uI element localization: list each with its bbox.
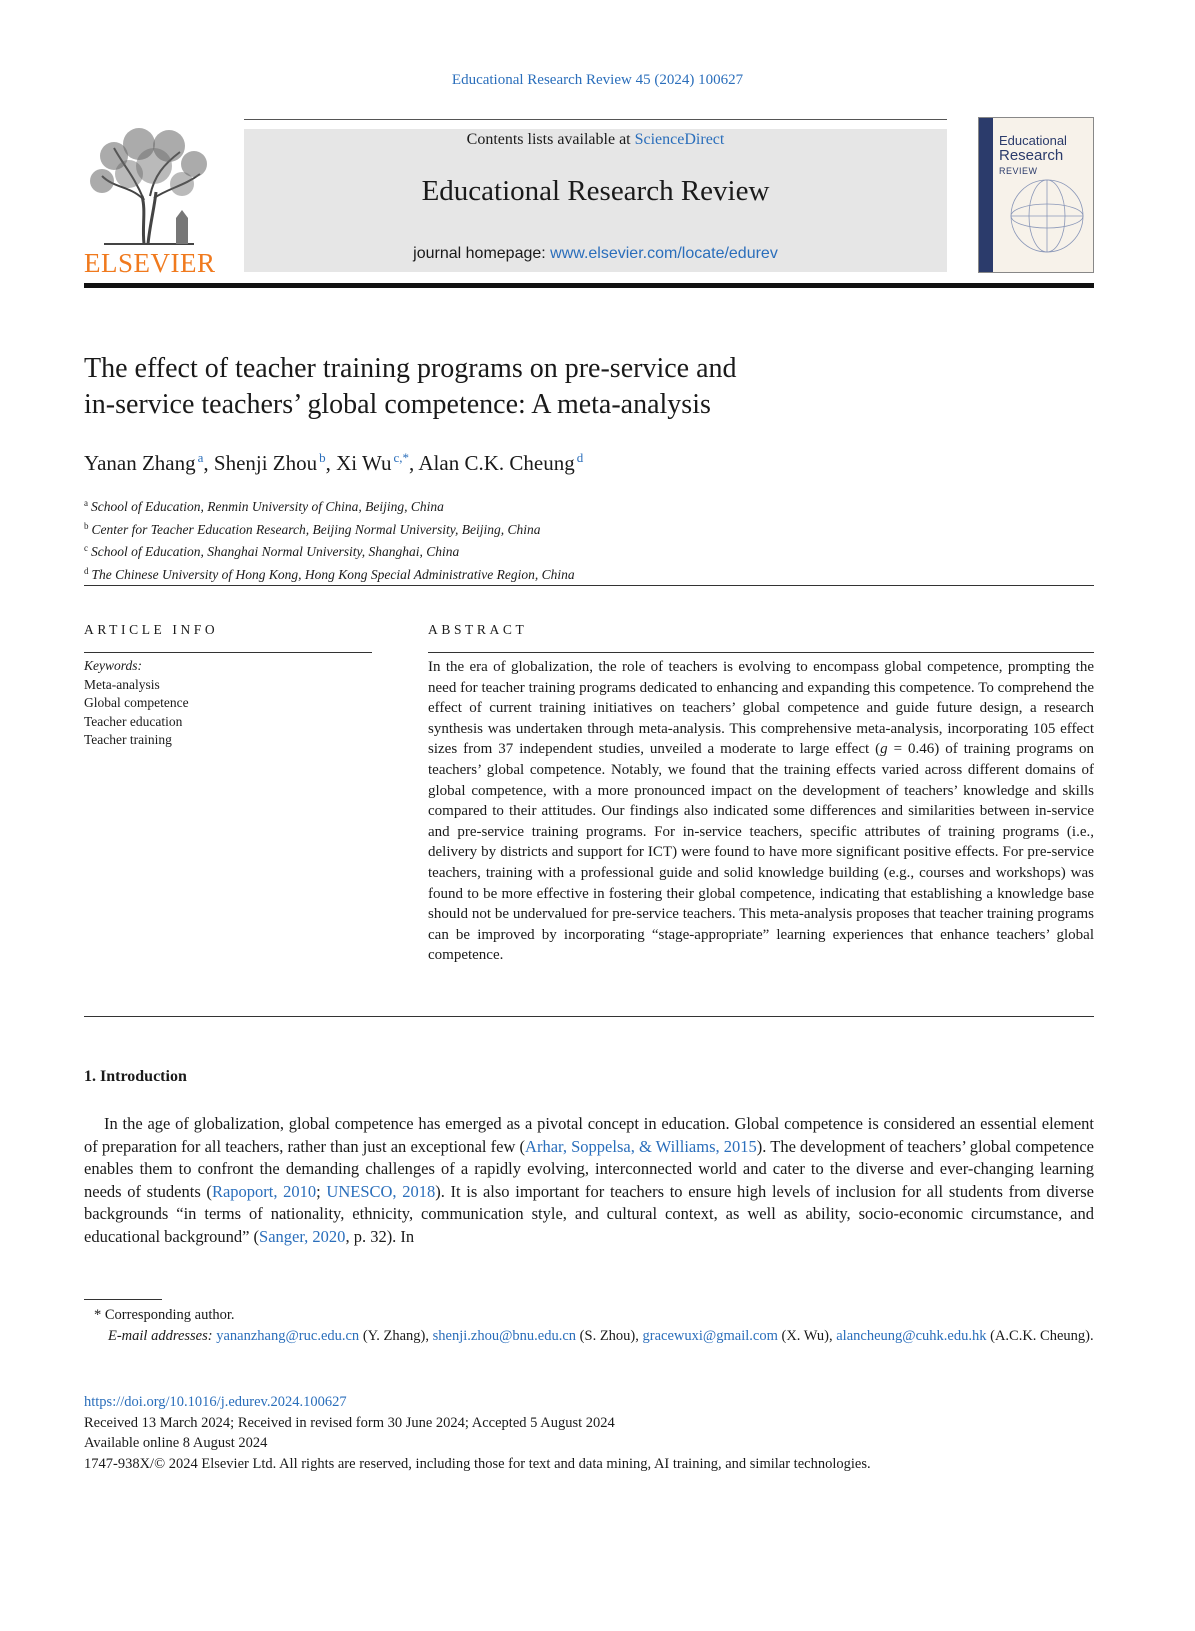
keyword: Meta-analysis — [84, 676, 160, 692]
article-title: The effect of teacher training programs on pre-service and in-service teachers’ global competence: A meta-analysis — [84, 353, 737, 420]
keyword: Teacher training — [84, 732, 172, 747]
keyword: Global competence — [84, 695, 189, 710]
citation-link[interactable]: Arhar, Soppelsa, & Williams, 2015 — [525, 1136, 757, 1156]
article-info-heading: ARTICLE INFO — [84, 622, 219, 637]
section-heading: 1. Introduction — [84, 1068, 187, 1085]
author-name: Shenji Zhou — [213, 451, 318, 475]
email-link[interactable]: shenji.zhou@bnu.edu.cn — [432, 1327, 577, 1344]
footnote-rule — [84, 1299, 162, 1300]
publication-info — [84, 1392, 1094, 1474]
sciencedirect-link[interactable]: ScienceDirect — [634, 131, 725, 148]
affiliations — [84, 494, 575, 584]
divider — [84, 1016, 1094, 1017]
divider — [84, 585, 1094, 586]
email-link[interactable]: yananzhang@ruc.edu.cn — [216, 1327, 360, 1344]
header-top-rule — [244, 119, 947, 120]
journal-name: Educational Research Review — [421, 175, 770, 207]
cover-stripe — [979, 118, 993, 272]
citation-link[interactable]: Rapoport, 2010 — [211, 1181, 317, 1201]
email-line: E-mail addresses: yananzhang@ruc.edu.cn (Y. Zhang), shenji.zhou@bnu.edu.cn (S. Zhou), gracewuxi@gmail.com (X. Wu), alancheung@cuhk.edu.hk (A.C.K. Cheung). — [108, 1327, 1094, 1344]
author-list: Yanan Zhang $^a$, Shenji Zhou $^b$, Xi Wu $^{c,*}$, Alan C.K. Cheung $^d$ — [84, 450, 584, 475]
divider — [428, 652, 1094, 653]
affiliation: $^a$ School of Education, Renmin University of China, Beijing, China — [84, 498, 444, 514]
affiliation: $^b$ Center for Teacher Education Research, Beijing Normal University, Beijing, China — [84, 520, 541, 537]
running-head[interactable]: Educational Research Review 45 (2024) 100627 — [451, 72, 744, 88]
abstract-text: In the era of globalization, the role of teachers is evolving to encompass global competence, prompting the need for teacher training programs dedicated to enhancing and expanding this competence. To comprehend the effect of current training initiatives on teachers’ global competence and guide future design, a research synthesis was undertaken through meta-analysis. This comprehensive meta-analysis, incorporating 105 effect sizes from 37 independent studies, unveiled a moderate to large effect (g = 0.46) of training programs on teachers’ global competence. Notably, we found that the training effects varied across different domains of global competence, with a more pronounced impact on the development of teachers’ knowledge and skills compared to their attitudes. Our findings also indicated some differences and similarities between in-service and pre-service training programs. For in-service teachers, specific attributes of training programs (i.e., delivery by districts and support for ICT) were found to have more significant positive effects. For pre-service teachers, training with a professional guide and solid knowledge building (e.g., courses and workshops) was found to be more effective in fostering their global competence, indicating that establishing a knowledge base should not be undervalued for pre-service teachers. This meta-analysis proposes that teacher training programs can be improved by incorporating “stage-appropriate” learning experiences that enhance teachers’ global competence. — [428, 659, 1094, 964]
corresponding-note: * Corresponding author. — [94, 1307, 235, 1323]
citation-link[interactable]: Sanger, 2020 — [259, 1226, 346, 1246]
author-affil-mark[interactable]: b — [319, 450, 326, 465]
homepage-link[interactable]: www.elsevier.com/locate/edurev — [550, 245, 778, 262]
online-date: Available online 8 August 2024 — [84, 1435, 268, 1451]
copyright: 1747-938X/© 2024 Elsevier Ltd. All rights are reserved, including those for text and data mining, AI training, and similar technologies. — [84, 1455, 871, 1472]
keyword: Teacher education — [84, 713, 183, 729]
journal-banner — [244, 129, 947, 272]
homepage-line: journal homepage: www.elsevier.com/locate/edurev — [413, 245, 778, 262]
author-name: Yanan Zhang — [84, 451, 196, 475]
email-link[interactable]: gracewuxi@gmail.com — [642, 1327, 778, 1344]
doi-link[interactable]: https://doi.org/10.1016/j.edurev.2024.100627 — [84, 1394, 347, 1410]
author-affil-mark[interactable]: d — [576, 450, 584, 465]
affiliation: $^d$ The Chinese University of Hong Kong, Hong Kong Special Administrative Region, China — [84, 565, 575, 582]
cover-title: Educational Research REVIEW — [999, 133, 1067, 176]
header-thick-rule — [84, 283, 1094, 288]
author-name: Xi Wu — [336, 451, 392, 475]
citation-link[interactable]: UNESCO, 2018 — [326, 1181, 436, 1201]
footnote — [84, 1305, 1094, 1346]
keywords-label: Keywords: — [84, 658, 142, 673]
divider — [84, 652, 372, 653]
intro-paragraph: In the age of globalization, global competence has emerged as a pivotal concept in education. Global competence is considered an essential element of preparation for all teachers, rather than just an exceptional few (Arhar, Soppelsa, & Williams, 2015). The development of teachers’ global competence enables them to confront the demanding challenges of a rapidly evolving, interconnected world and cater to the diverse and ever-changing learning needs of students (Rapoport, 2010; UNESCO, 2018). It is also important for teachers to ensure high levels of inclusion for all students from diverse backgrounds “in terms of nationality, ethnicity, communication style, and cultural context, as well as ability, socio-economic circumstance, and educational background” (Sanger, 2020, p. 32). In — [84, 1114, 1094, 1246]
affiliation: $^c$ School of Education, Shanghai Normal University, Shanghai, China — [84, 543, 460, 559]
received-dates: Received 13 March 2024; Received in revised form 30 June 2024; Accepted 5 August 2024 — [84, 1414, 615, 1431]
author-affil-mark[interactable]: c,* — [393, 450, 410, 465]
author-name: Alan C.K. Cheung — [418, 451, 575, 475]
abstract-heading: ABSTRACT — [428, 622, 528, 637]
keywords-block — [84, 657, 189, 750]
author-affil-mark[interactable]: a — [197, 450, 204, 465]
email-link[interactable]: alancheung@cuhk.edu.hk — [836, 1327, 987, 1344]
globe-icon — [995, 176, 1091, 266]
journal-cover-thumbnail[interactable] — [978, 117, 1094, 273]
elsevier-wordmark[interactable]: ELSEVIER — [84, 248, 216, 278]
contents-line: Contents lists available at ScienceDirect — [466, 131, 725, 148]
